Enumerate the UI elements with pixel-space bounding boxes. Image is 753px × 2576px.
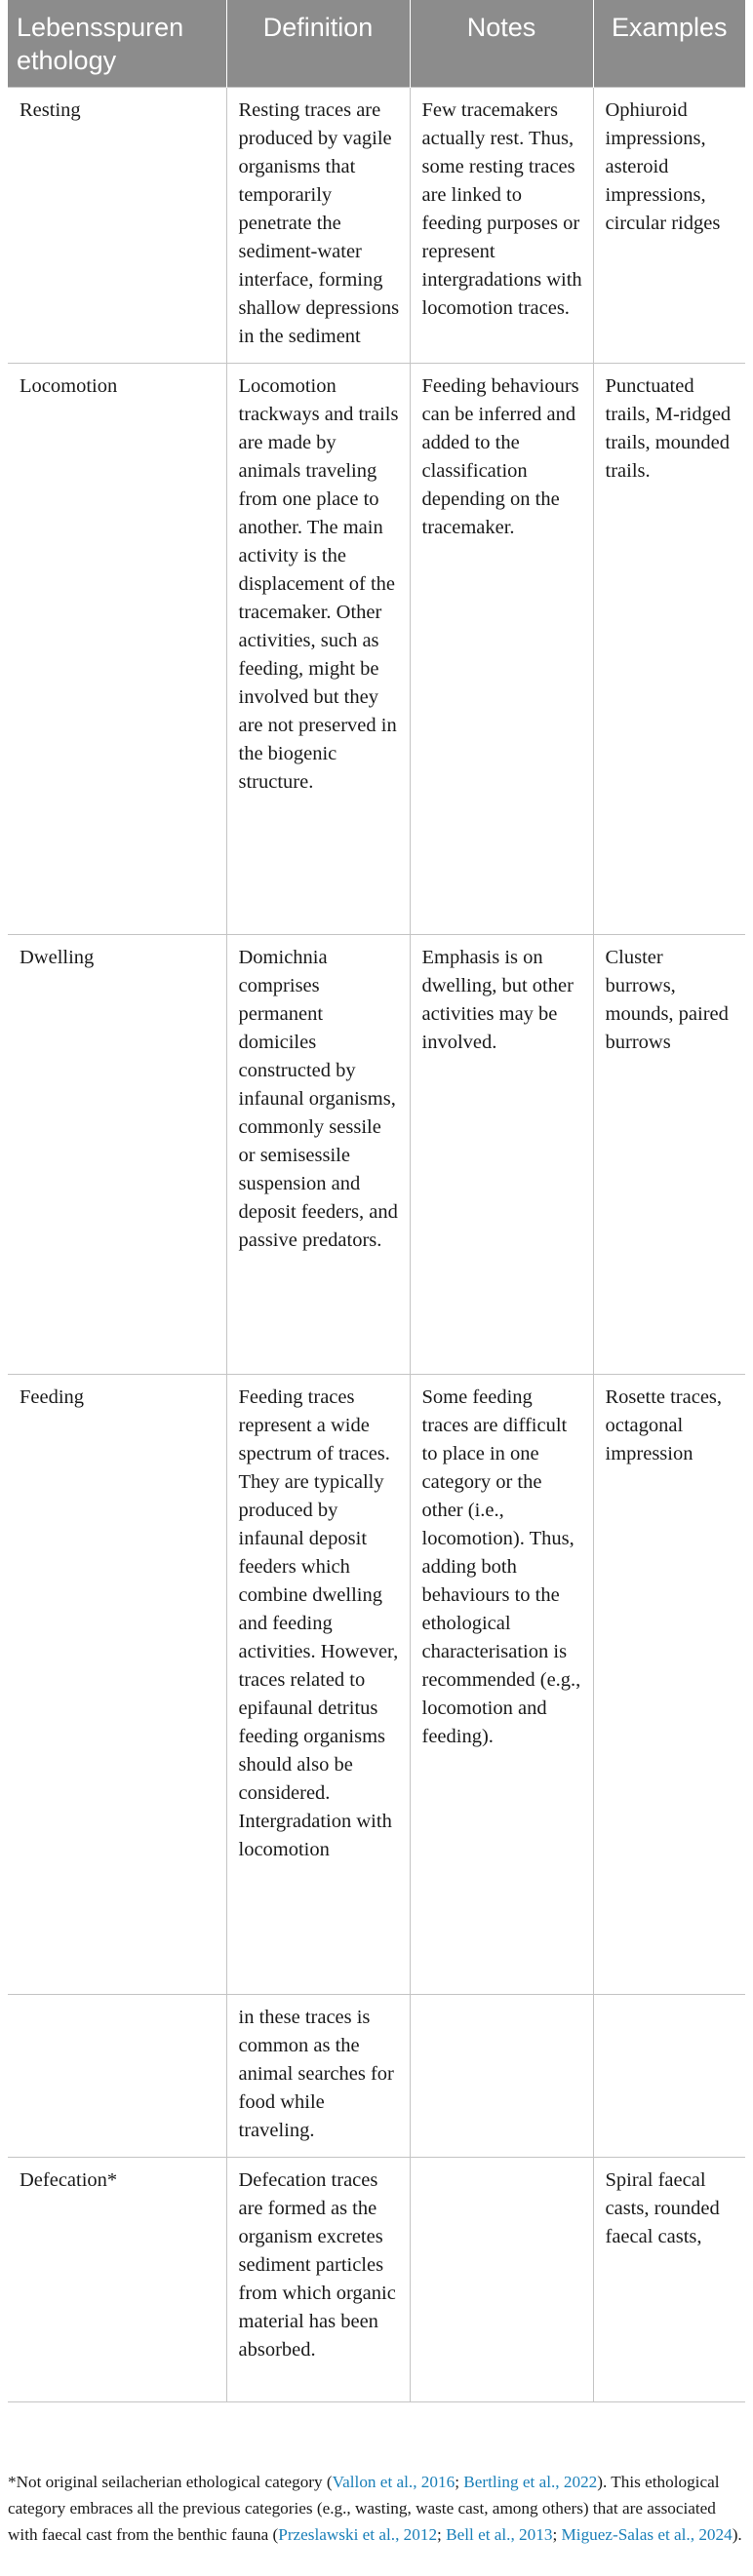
cell-category: Locomotion xyxy=(8,364,226,935)
cell-examples xyxy=(593,1995,745,2158)
table-footnote xyxy=(8,2469,745,2548)
cell-definition: in these traces is common as the animal searches for food while traveling. xyxy=(226,1995,410,2158)
ethology-table xyxy=(8,0,745,2402)
footnote-text: ; xyxy=(552,2525,562,2544)
cell-definition: Defecation traces are formed as the organism excretes sediment particles from which organic material has been absorbed. xyxy=(226,2158,410,2402)
cell-category: Feeding xyxy=(8,1375,226,1995)
table-row-defecation xyxy=(8,2158,745,2402)
header-examples: Examples xyxy=(593,0,745,88)
cell-notes xyxy=(410,1995,593,2158)
table-header-row xyxy=(8,0,745,88)
footnote-text: ). xyxy=(732,2525,742,2544)
cell-definition: Feeding traces represent a wide spectrum of traces. They are typically produced by infaunal deposit feeders which combine dwelling and feeding activities. However, traces related to epifaunal detritus feeding organisms should also be considered. Intergradation with locomotion xyxy=(226,1375,410,1995)
header-definition: Definition xyxy=(226,0,410,88)
cell-notes xyxy=(410,2158,593,2402)
cell-definition: Domichnia comprises permanent domiciles constructed by infaunal organisms, commonly sessile or semisessile suspension and deposit feeders, and passive predators. xyxy=(226,935,410,1375)
header-lebensspuren-ethology: Lebensspuren ethology xyxy=(8,0,226,88)
table-row-feeding xyxy=(8,1375,745,1995)
footnote-text: ). This ethological category embraces all the previous categories (e.g., wasting, waste cast, among others) that are associated with faecal cast from the benthic fauna ( xyxy=(8,2473,720,2544)
footnote-text: ; xyxy=(437,2525,447,2544)
cell-examples: Cluster burrows, mounds, paired burrows xyxy=(593,935,745,1375)
cell-category xyxy=(8,1995,226,2158)
citation-link[interactable]: Bell et al., 2013 xyxy=(446,2525,553,2544)
citation-link[interactable]: Bertling et al., 2022 xyxy=(463,2473,598,2491)
cell-notes: Few tracemakers actually rest. Thus, some resting traces are linked to feeding purposes or represent intergradations with locomotion traces. xyxy=(410,88,593,364)
footnote-text: *Not original seilacherian ethological category ( xyxy=(8,2473,333,2491)
citation-link[interactable]: Vallon et al., 2016 xyxy=(332,2473,456,2491)
cell-definition: Locomotion trackways and trails are made by animals traveling from one place to another. The main activity is the displacement of the tracemaker. Other activities, such as feeding, might be involved but they are not preserved in the biogenic structure. xyxy=(226,364,410,935)
cell-examples: Punctuated trails, M-ridged trails, mounded trails. xyxy=(593,364,745,935)
cell-category: Dwelling xyxy=(8,935,226,1375)
cell-examples: Rosette traces, octagonal impression xyxy=(593,1375,745,1995)
citation-link[interactable]: Miguez-Salas et al., 2024 xyxy=(561,2525,733,2544)
footnote-text: ; xyxy=(455,2473,464,2491)
cell-examples: Ophiuroid impressions, asteroid impressions, circular ridges xyxy=(593,88,745,364)
cell-examples: Spiral faecal casts, rounded faecal casts, xyxy=(593,2158,745,2402)
header-notes: Notes xyxy=(410,0,593,88)
citation-link[interactable]: Przeslawski et al., 2012 xyxy=(278,2525,438,2544)
cell-category: Resting xyxy=(8,88,226,364)
cell-definition: Resting traces are produced by vagile organisms that temporarily penetrate the sediment-water interface, forming shallow depressions in the sediment xyxy=(226,88,410,364)
cell-notes: Feeding behaviours can be inferred and added to the classification depending on the tracemaker. xyxy=(410,364,593,935)
table-row-locomotion xyxy=(8,364,745,935)
cell-category: Defecation* xyxy=(8,2158,226,2402)
table-row-dwelling xyxy=(8,935,745,1375)
table-row-feeding-continued xyxy=(8,1995,745,2158)
table-row-resting xyxy=(8,88,745,364)
cell-notes: Emphasis is on dwelling, but other activities may be involved. xyxy=(410,935,593,1375)
cell-notes: Some feeding traces are difficult to place in one category or the other (i.e., locomotion). Thus, adding both behaviours to the ethological characterisation is recommended (e.g., locomotion and feeding). xyxy=(410,1375,593,1995)
